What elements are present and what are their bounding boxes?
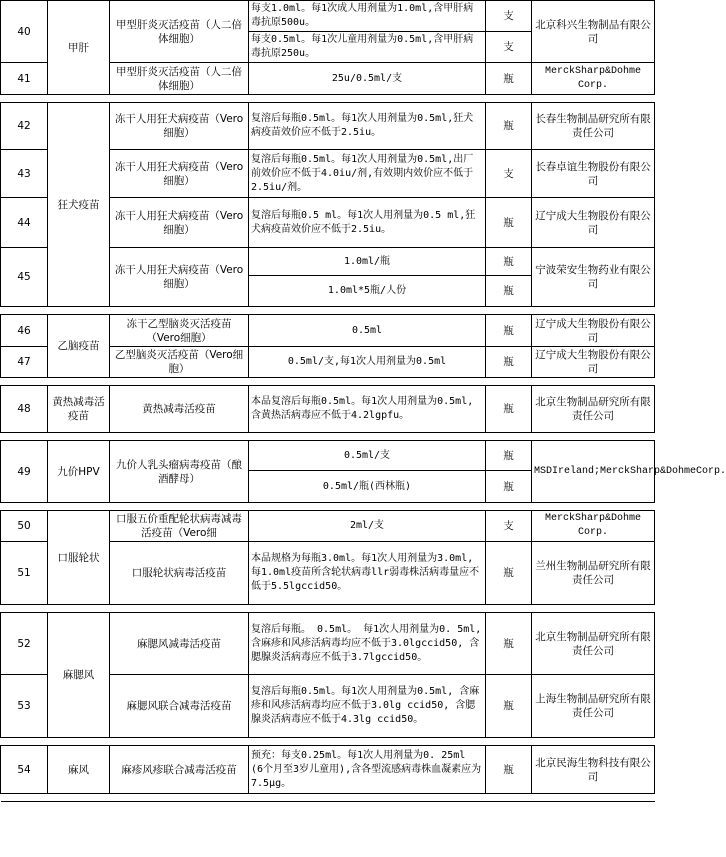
spec-cell: 复溶后每瓶0.5 ml。每1次人用剂量为0.5 ml,狂犬病疫苗效价应不低于2.5iu。 [249, 198, 486, 248]
spec-cell: 复溶后每瓶0.5ml。每1次人用剂量为0.5ml,出厂前效价应不低于4.0iu/剂,有效期内效价应不低于2.5iu/剂。 [249, 150, 486, 198]
category-cell: 麻风 [48, 746, 110, 794]
category-cell: 狂犬疫苗 [48, 103, 110, 307]
vaccine-name: 麻腮风联合减毒活疫苗 [110, 675, 249, 738]
table-separator [1, 433, 655, 441]
category-cell: 黄热减毒活疫苗 [48, 386, 110, 433]
table-separator [1, 378, 655, 386]
category-cell: 乙脑疫苗 [48, 315, 110, 378]
unit-cell: 瓶 [486, 63, 532, 95]
row-number: 45 [1, 248, 48, 307]
vaccine-name: 甲型肝炎灭活疫苗（人二倍体细胞） [110, 63, 249, 95]
row-number: 44 [1, 198, 48, 248]
manufacturer-cell: 辽宁成大生物股份有限公司 [532, 315, 655, 347]
manufacturer-cell: 宁波荣安生物药业有限公司 [532, 248, 655, 307]
table-row [1, 613, 655, 675]
manufacturer-cell: 兰州生物制品研究所有限责任公司 [532, 542, 655, 605]
unit-cell: 瓶 [486, 471, 532, 503]
table-separator [1, 307, 655, 315]
row-number: 49 [1, 441, 48, 503]
spec-cell: 复溶后每瓶。 0.5ml。 每1次人用剂量为0. 5ml, 含麻疹和风疹活病毒均应不低于3.0lgccid50, 含腮腺炎活病毒应不低于3.7lgccid50。 [249, 613, 486, 675]
spec-cell: 0.5ml/支,每1次人用剂量为0.5ml [249, 347, 486, 378]
table-row [1, 511, 655, 542]
row-number: 43 [1, 150, 48, 198]
manufacturer-cell: 辽宁成大生物股份有限公司 [532, 347, 655, 378]
row-number: 52 [1, 613, 48, 675]
manufacturer-cell: 辽宁成大生物股份有限公司 [532, 198, 655, 248]
vaccine-name: 甲型肝炎灭活疫苗（人二倍体细胞） [110, 1, 249, 63]
spec-cell: 复溶后每瓶0.5ml。每1次人用剂量为0.5ml, 含麻疹和风疹活病毒均应不低于3.0lg ccid50, 含腮腺炎活病毒应不低于4.3lg ccid50。 [249, 675, 486, 738]
vaccine-name: 乙型脑炎灭活疫苗（Vero细胞） [110, 347, 249, 378]
manufacturer-cell: 北京生物制品研究所有限责任公司 [532, 613, 655, 675]
unit-cell: 瓶 [486, 315, 532, 347]
spec-cell: 25u/0.5ml/支 [249, 63, 486, 95]
table-row [1, 1, 655, 32]
unit-cell: 瓶 [486, 248, 532, 276]
spec-cell: 0.5ml/瓶(西林瓶) [249, 471, 486, 503]
unit-cell: 瓶 [486, 613, 532, 675]
manufacturer-cell: MerckSharp&Dohme Corp. [532, 63, 655, 95]
manufacturer-cell: 上海生物制品研究所有限责任公司 [532, 675, 655, 738]
vaccine-name: 冻干人用狂犬病疫苗（Vero细胞） [110, 150, 249, 198]
spec-cell: 每支1.0ml。每1次成人用剂量为1.0ml,含甲肝病毒抗原500u。 [249, 1, 486, 32]
unit-cell: 瓶 [486, 675, 532, 738]
unit-cell: 支 [486, 150, 532, 198]
unit-cell: 瓶 [486, 386, 532, 433]
vaccine-name: 麻腮风减毒活疫苗 [110, 613, 249, 675]
table-separator [1, 738, 655, 746]
spec-cell: 2ml/支 [249, 511, 486, 542]
spec-cell: 预充：每支0.25ml。每1次人用剂量为0. 25ml (6个月至3岁儿童用),含各型流感病毒株血凝素应为7.5μg。 [249, 746, 486, 794]
table-separator [1, 95, 655, 103]
row-number: 48 [1, 386, 48, 433]
spec-cell: 0.5ml/支 [249, 441, 486, 471]
unit-cell: 瓶 [486, 103, 532, 150]
vaccine-name: 冻干乙型脑炎灭活疫苗（Vero细胞） [110, 315, 249, 347]
row-number: 54 [1, 746, 48, 794]
spec-cell: 本品规格为每瓶3.0ml。每1次人用剂量为3.0ml, 每1.0ml疫苗所含轮状病毒llr弱毒株活病毒量应不低于5.5lgccid50。 [249, 542, 486, 605]
unit-cell: 支 [486, 511, 532, 542]
row-number: 40 [1, 1, 48, 63]
manufacturer-cell: 北京民海生物科技有限公司 [532, 746, 655, 794]
unit-cell: 支 [486, 1, 532, 32]
vaccine-name: 冻干人用狂犬病疫苗（Vero细胞） [110, 198, 249, 248]
unit-cell: 瓶 [486, 198, 532, 248]
table-row [1, 746, 655, 794]
row-number: 50 [1, 511, 48, 542]
table-row [1, 386, 655, 433]
table-separator [1, 605, 655, 613]
manufacturer-cell: 北京科兴生物制品有限公司 [532, 1, 655, 63]
category-cell: 九价HPV [48, 441, 110, 503]
category-cell: 麻腮风 [48, 613, 110, 738]
vaccine-name: 麻疹风疹联合减毒活疫苗 [110, 746, 249, 794]
unit-cell: 瓶 [486, 276, 532, 307]
category-cell: 口服轮状 [48, 511, 110, 605]
spec-cell: 每支0.5ml。每1次儿童用剂量为0.5ml,含甲肝病毒抗原250u。 [249, 32, 486, 63]
category-cell: 甲肝 [48, 1, 110, 95]
row-number: 41 [1, 63, 48, 95]
table-separator [1, 503, 655, 511]
vaccine-name: 九价人乳头瘤病毒疫苗（酿酒酵母） [110, 441, 249, 503]
spec-cell: 0.5ml [249, 315, 486, 347]
row-number: 46 [1, 315, 48, 347]
unit-cell: 瓶 [486, 746, 532, 794]
table-row [1, 315, 655, 347]
manufacturer-cell: MSDIreland;MerckSharp&DohmeCorp. [532, 441, 655, 503]
unit-cell: 支 [486, 32, 532, 63]
manufacturer-cell: 长春生物制品研究所有限责任公司 [532, 103, 655, 150]
unit-cell: 瓶 [486, 441, 532, 471]
spec-cell: 本品复溶后每瓶0.5ml。每1次人用剂量为0.5ml,含黄热活病毒应不低于4.2lgpfu。 [249, 386, 486, 433]
row-number: 47 [1, 347, 48, 378]
spec-cell: 复溶后每瓶0.5ml。每1次人用剂量为0.5ml,狂犬病疫苗效价应不低于2.5iu。 [249, 103, 486, 150]
vaccine-name: 黄热减毒活疫苗 [110, 386, 249, 433]
row-number: 53 [1, 675, 48, 738]
row-number: 42 [1, 103, 48, 150]
table-row [1, 441, 655, 471]
table-row [1, 103, 655, 150]
unit-cell: 瓶 [486, 542, 532, 605]
manufacturer-cell: MerckSharp&Dohme Corp. [532, 511, 655, 542]
table-separator [1, 794, 655, 802]
manufacturer-cell: 北京生物制品研究所有限责任公司 [532, 386, 655, 433]
manufacturer-cell: 长春卓谊生物股份有限公司 [532, 150, 655, 198]
spec-cell: 1.0ml*5瓶/人份 [249, 276, 486, 307]
spec-cell: 1.0ml/瓶 [249, 248, 486, 276]
vaccine-name: 口服轮状病毒活疫苗 [110, 542, 249, 605]
vaccine-name: 冻干人用狂犬病疫苗（Vero细胞） [110, 103, 249, 150]
vaccine-name: 口服五价重配轮状病毒减毒活疫苗（Vero细 [110, 511, 249, 542]
unit-cell: 瓶 [486, 347, 532, 378]
vaccine-name: 冻干人用狂犬病疫苗（Vero细胞） [110, 248, 249, 307]
row-number: 51 [1, 542, 48, 605]
